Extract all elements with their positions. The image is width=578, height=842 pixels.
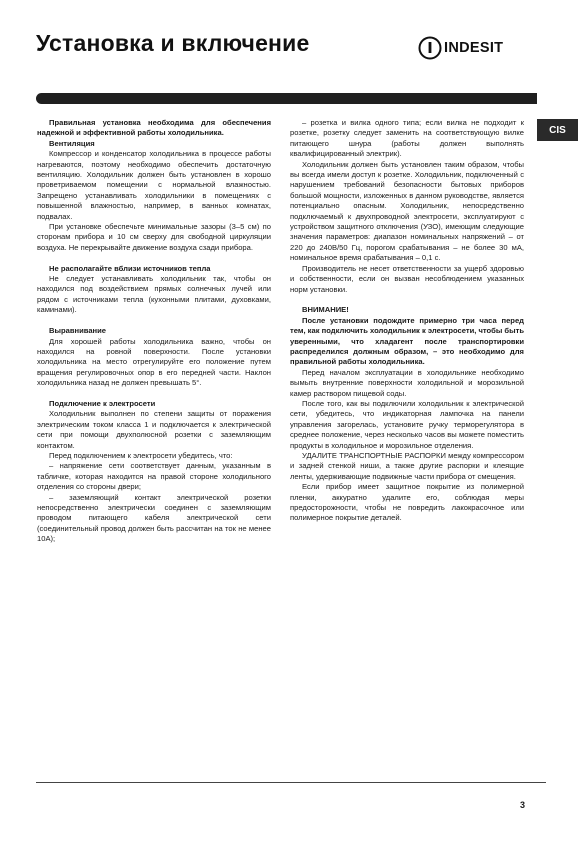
section-heading-electrical: Подключение к электросети bbox=[49, 398, 156, 408]
header-bar bbox=[36, 93, 537, 104]
paragraph: Холодильник выполнен по степени защиты от поражения электрическим током класса 1 и подключается к электрической сети при помощи двухполюсной розетки с заземляющим контактом. bbox=[37, 409, 271, 450]
paragraph: Не следует устанавливать холодильник так, чтобы он находился под воздействием прямых солнечных лучей или рядом с источниками тепла (кухонными плитами, духовками, каминами). bbox=[37, 274, 271, 315]
page-number: 3 bbox=[520, 800, 526, 810]
section-heading-leveling: Выравнивание bbox=[49, 326, 107, 336]
page-title: Установка и включение bbox=[36, 30, 310, 56]
warning-heading: ВНИМАНИЕ! bbox=[302, 305, 349, 315]
language-tab: CIS bbox=[537, 119, 578, 141]
paragraph: Если прибор имеет защитное покрытие из полимерной пленки, аккуратно удалите его, соблюдая меры предосторожности, чтобы не повредить лакокрасочное или полимерное покрытие деталей. bbox=[290, 482, 524, 523]
right-column bbox=[290, 118, 524, 524]
left-column bbox=[37, 118, 271, 545]
paragraph: Перед началом эксплуатации в холодильнике необходимо вымыть внутренние поверхности холодильной и морозильной камер раствором пищевой соды. bbox=[290, 367, 524, 398]
power-symbol-icon bbox=[418, 36, 442, 60]
intro-text: Правильная установка необходима для обеспечения надежной и эффективной работы холодильника. bbox=[37, 118, 271, 138]
paragraph: – заземляющий контакт электрической розетки непосредственно электрически соединен с заземляющим проводом питающего кабеля электрической сети (соединительный провод должен быть рассчитан на ток не менее 10А); bbox=[37, 492, 271, 544]
paragraph: – розетка и вилка одного типа; если вилка не подходит к розетке, розетку следует заменить на соответствующую вилке питающего шнура (работы должен выполнять квалифицированный электрик). bbox=[290, 118, 524, 159]
paragraph: УДАЛИТЕ ТРАНСПОРТНЫЕ РАСПОРКИ между компрессором и задней стенкой ниши, а также другие распорки и клеящие ленты, удерживающие подвижные части прибора от смещения. bbox=[290, 450, 524, 481]
paragraph: – напряжение сети соответствует данным, указанным в табличке, которая находится на правой стороне холодильного отделения со стороны двери; bbox=[37, 461, 271, 492]
section-heading-heat-sources: Не располагайте вблизи источников тепла bbox=[49, 263, 211, 273]
paragraph: После того, как вы подключили холодильник к электрической сети, убедитесь, что индикаторная лампочка на панели управления загорелась, установите ручку терморегулятора в среднее положение, через несколько часов вы можете поместить продукты в холодильное и морозильное отделения. bbox=[290, 398, 524, 450]
paragraph: Перед подключением к электросети убедитесь, что: bbox=[49, 450, 233, 460]
brand-logo bbox=[418, 34, 503, 62]
paragraph: Компрессор и конденсатор холодильника в процессе работы нагреваются, поэтому необходимо обеспечить достаточную вентиляцию. Холодильник должен быть установлен в хорошо проветриваемом помещении с нормальной влажностью. Запрещено устанавливать холодильники в помещениях с повышенной влажностью, например, в ванных комнатах, подвалах. bbox=[37, 149, 271, 221]
warning-text: После установки подождите примерно три часа перед тем, как подключить холодильник к электросети, чтобы быть уверенными, что хладагент после транспортировки распределился должным образом, – это необходимо для правильной работы холодильника. bbox=[290, 315, 524, 367]
paragraph: Для хорошей работы холодильника важно, чтобы он находился на ровной поверхности. После установки холодильника на место отрегулируйте его положение путем вращения регулировочных опор в его передней части. Наклон холодильника назад не должен превышать 5°. bbox=[37, 336, 271, 388]
paragraph: При установке обеспечьте минимальные зазоры (3–5 см) по сторонам прибора и 10 см сверху для свободной циркуляции воздуха. Не перекрывайте движение воздуха сзади прибора. bbox=[37, 222, 271, 252]
section-heading-ventilation: Вентиляция bbox=[49, 138, 95, 148]
brand-name: INDESIT bbox=[444, 40, 504, 56]
paragraph: Холодильник должен быть установлен таким образом, чтобы вы всегда имели доступ к розетке. Холодильник, подключенный с нарушением требований безопасности бытовых приборов большой мощности, изложенных в данном руководстве, является потенциально опасным. Холодильник, непосредственно подключаемый к двухпроводной электросети, эксплуатируют с устройством защитного отключения (УЗО), имеющим следующие значения параметров: диапазон номинальных напряжений – от 220 до 240В/50 Гц, порогом срабатывания – не более 30 мА, номинальное время срабатывания – 0,1 с. bbox=[290, 159, 524, 263]
footer-divider bbox=[36, 782, 546, 783]
paragraph: Производитель не несет ответственности за ущерб здоровью и собственности, если он вызван несоблюдением указанных норм установки. bbox=[290, 263, 524, 294]
